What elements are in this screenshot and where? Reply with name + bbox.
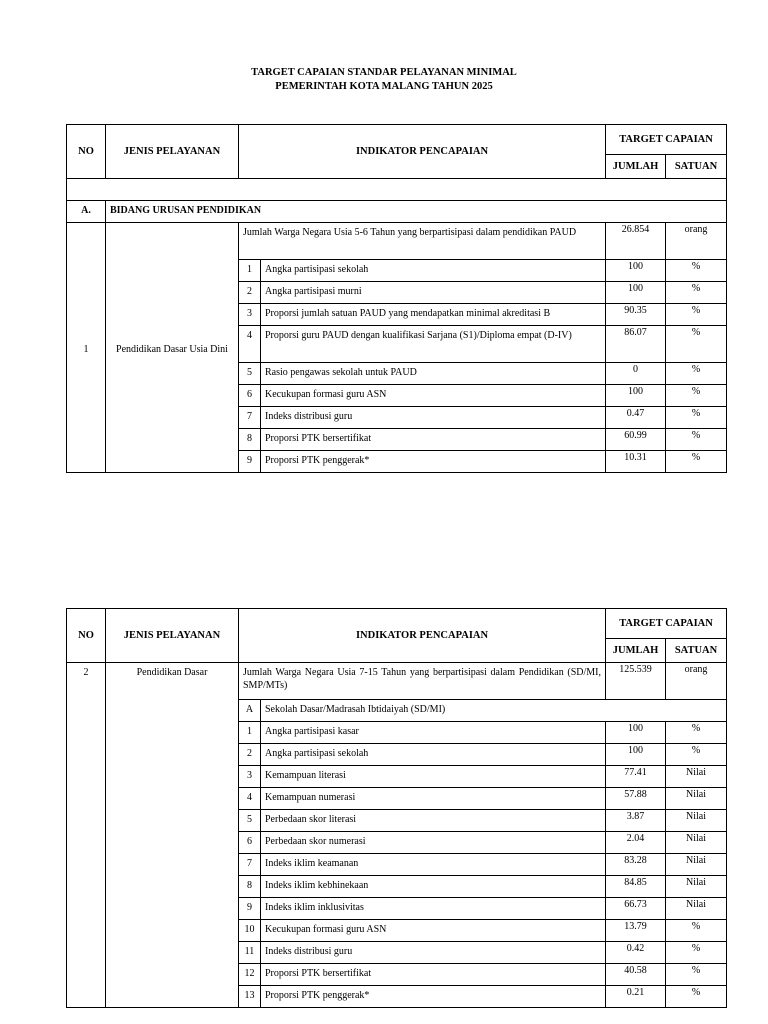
main-value: 26.854: [606, 223, 666, 260]
row-label: Proporsi PTK penggerak*: [261, 986, 606, 1008]
row-label: Proporsi PTK bersertifikat: [261, 429, 606, 451]
row-number: 4: [239, 788, 261, 810]
header-jumlah: JUMLAH: [606, 639, 666, 663]
row-number: 3: [239, 766, 261, 788]
row-unit: Nilai: [666, 898, 727, 920]
row-number: 13: [239, 986, 261, 1008]
row-number: 2: [239, 282, 261, 304]
section-row: [67, 201, 727, 223]
header-target-capaian: TARGET CAPAIAN: [606, 609, 727, 639]
row-number: 10: [239, 920, 261, 942]
row-unit: Nilai: [666, 876, 727, 898]
document-title: [0, 66, 768, 94]
row-unit: Nilai: [666, 766, 727, 788]
row-value: 100: [606, 282, 666, 304]
row-value: 0: [606, 363, 666, 385]
row-label: Indeks iklim kebhinekaan: [261, 876, 606, 898]
row-number: 9: [239, 898, 261, 920]
row-value: 83.28: [606, 854, 666, 876]
header-jenis-pelayanan: JENIS PELAYANAN: [106, 125, 239, 179]
row-label: Kecukupan formasi guru ASN: [261, 920, 606, 942]
row-number: 8: [239, 876, 261, 898]
subsection-code: A: [239, 700, 261, 722]
row-value: 100: [606, 744, 666, 766]
row-value: 0.21: [606, 986, 666, 1008]
row-unit: Nilai: [666, 854, 727, 876]
table-row: [67, 663, 727, 700]
header-no: NO: [67, 125, 106, 179]
main-indicator: Jumlah Warga Negara Usia 7-15 Tahun yang berpartisipasi dalam Pendidikan (SD/MI, SMP/MTs): [239, 663, 606, 700]
row-value: 0.47: [606, 407, 666, 429]
row-unit: %: [666, 429, 727, 451]
row-number: 12: [239, 964, 261, 986]
title-line-1: TARGET CAPAIAN STANDAR PELAYANAN MINIMAL: [251, 67, 517, 78]
row-number: 5: [239, 363, 261, 385]
table-row: [67, 223, 727, 260]
row-number: 3: [239, 304, 261, 326]
row-number: 7: [239, 854, 261, 876]
row-label: Proporsi guru PAUD dengan kualifikasi Sarjana (S1)/Diploma empat (D-IV): [261, 326, 606, 363]
row-value: 86.07: [606, 326, 666, 363]
row-label: Proporsi PTK penggerak*: [261, 451, 606, 473]
main-indicator: Jumlah Warga Negara Usia 5-6 Tahun yang berpartisipasi dalam pendidikan PAUD: [239, 223, 606, 260]
row-number: 11: [239, 942, 261, 964]
row-value: 77.41: [606, 766, 666, 788]
subsection-label: Sekolah Dasar/Madrasah Ibtidaiyah (SD/MI): [261, 700, 727, 722]
main-unit: orang: [666, 223, 727, 260]
header-indikator: INDIKATOR PENCAPAIAN: [239, 125, 606, 179]
header-satuan: SATUAN: [666, 155, 727, 179]
row-value: 40.58: [606, 964, 666, 986]
row-unit: %: [666, 363, 727, 385]
row-number: 1: [239, 260, 261, 282]
row-value: 10.31: [606, 451, 666, 473]
row-unit: %: [666, 407, 727, 429]
row-label: Indeks iklim inklusivitas: [261, 898, 606, 920]
section-code: A.: [67, 201, 106, 223]
row-value: 57.88: [606, 788, 666, 810]
row-label: Proporsi PTK bersertifikat: [261, 964, 606, 986]
service-no: 1: [67, 223, 106, 473]
row-unit: %: [666, 942, 727, 964]
row-label: Kecukupan formasi guru ASN: [261, 385, 606, 407]
row-label: Kemampuan literasi: [261, 766, 606, 788]
spm-table-paud: [66, 124, 727, 473]
row-number: 2: [239, 744, 261, 766]
row-value: 90.35: [606, 304, 666, 326]
row-unit: %: [666, 326, 727, 363]
row-unit: %: [666, 722, 727, 744]
header-row: [67, 609, 727, 639]
row-unit: Nilai: [666, 832, 727, 854]
row-value: 3.87: [606, 810, 666, 832]
row-value: 100: [606, 385, 666, 407]
service-no: 2: [67, 663, 106, 1008]
row-label: Proporsi jumlah satuan PAUD yang mendapatkan minimal akreditasi B: [261, 304, 606, 326]
spacer-row: [67, 179, 727, 201]
row-label: Indeks iklim keamanan: [261, 854, 606, 876]
row-unit: %: [666, 385, 727, 407]
section-label: BIDANG URUSAN PENDIDIKAN: [106, 201, 727, 223]
header-jumlah: JUMLAH: [606, 155, 666, 179]
row-value: 66.73: [606, 898, 666, 920]
row-number: 6: [239, 832, 261, 854]
row-unit: %: [666, 744, 727, 766]
row-number: 5: [239, 810, 261, 832]
header-satuan: SATUAN: [666, 639, 727, 663]
row-number: 8: [239, 429, 261, 451]
row-number: 4: [239, 326, 261, 363]
row-value: 2.04: [606, 832, 666, 854]
row-label: Perbedaan skor literasi: [261, 810, 606, 832]
row-label: Angka partisipasi kasar: [261, 722, 606, 744]
service-name: Pendidikan Dasar Usia Dini: [106, 223, 239, 473]
title-line-2: PEMERINTAH KOTA MALANG TAHUN 2025: [275, 81, 493, 92]
row-label: Rasio pengawas sekolah untuk PAUD: [261, 363, 606, 385]
row-value: 84.85: [606, 876, 666, 898]
row-label: Perbedaan skor numerasi: [261, 832, 606, 854]
row-label: Kemampuan numerasi: [261, 788, 606, 810]
row-number: 1: [239, 722, 261, 744]
header-no: NO: [67, 609, 106, 663]
row-number: 7: [239, 407, 261, 429]
row-number: 9: [239, 451, 261, 473]
row-unit: %: [666, 260, 727, 282]
header-indikator: INDIKATOR PENCAPAIAN: [239, 609, 606, 663]
header-target-capaian: TARGET CAPAIAN: [606, 125, 727, 155]
row-unit: %: [666, 304, 727, 326]
row-unit: %: [666, 986, 727, 1008]
row-value: 100: [606, 260, 666, 282]
row-value: 0.42: [606, 942, 666, 964]
row-unit: %: [666, 964, 727, 986]
row-unit: %: [666, 451, 727, 473]
main-value: 125.539: [606, 663, 666, 700]
row-unit: Nilai: [666, 788, 727, 810]
spacer-cell: [67, 179, 727, 201]
row-label: Angka partisipasi murni: [261, 282, 606, 304]
row-unit: %: [666, 282, 727, 304]
row-unit: Nilai: [666, 810, 727, 832]
row-label: Indeks distribusi guru: [261, 407, 606, 429]
row-value: 100: [606, 722, 666, 744]
row-number: 6: [239, 385, 261, 407]
header-row: [67, 125, 727, 155]
row-label: Indeks distribusi guru: [261, 942, 606, 964]
header-jenis-pelayanan: JENIS PELAYANAN: [106, 609, 239, 663]
row-label: Angka partisipasi sekolah: [261, 260, 606, 282]
row-value: 13.79: [606, 920, 666, 942]
row-unit: %: [666, 920, 727, 942]
main-unit: orang: [666, 663, 727, 700]
service-name: Pendidikan Dasar: [106, 663, 239, 1008]
row-label: Angka partisipasi sekolah: [261, 744, 606, 766]
spm-table-pendidikan-dasar: [66, 608, 727, 1008]
row-value: 60.99: [606, 429, 666, 451]
